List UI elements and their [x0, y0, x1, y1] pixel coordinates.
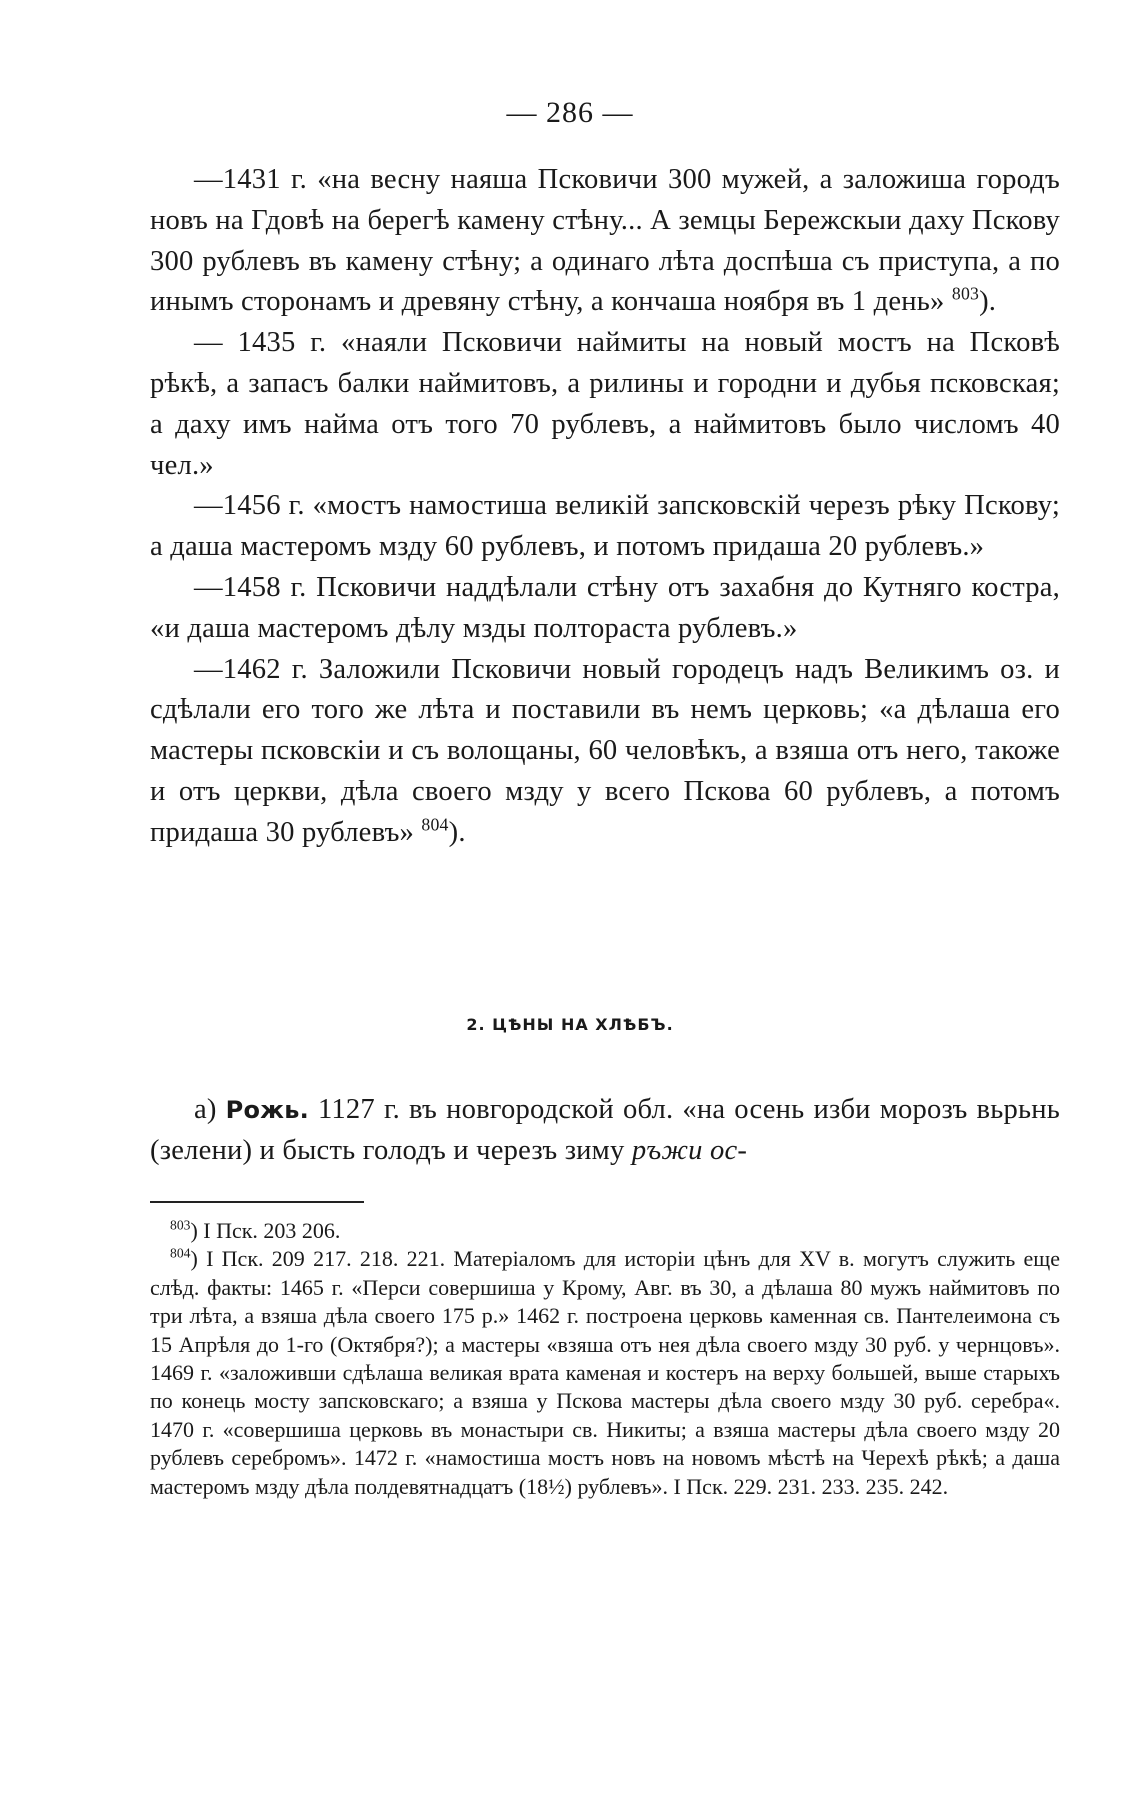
entry-1435: — 1435 г. «наяли Псковичи наймиты на новый мостъ на Псковѣ рѣкѣ, а запасъ балки наймитовъ, а рилины и городни и дубья псковская; а даху имъ найма отъ того 70 рублевъ, а наймитовъ было числомъ 40 чел.» — [150, 327, 1060, 481]
page-number: — 286 — — [506, 96, 634, 129]
section-heading: 2. ЦѢНЫ НА ХЛѢБЪ. — [466, 1015, 674, 1034]
footnotes — [150, 1217, 1060, 1501]
entry-1458: —1458 г. Псковичи наддѣлали стѣну отъ захабня до Кутняго костра, «и даша мастеромъ дѣлу мзды полтораста рублевъ.» — [150, 571, 1060, 644]
footnote-marker: 804 — [170, 1246, 191, 1262]
footnote-803: $^{803}$) I Пск. 203 206. — [170, 1217, 341, 1243]
entry-1456: —1456 г. «мостъ намостиша великій запсковскій черезъ рѣку Пскову; а даша мастеромъ мзду 60 рублевъ, и потомъ придаша 20 рублевъ.» — [150, 490, 1060, 563]
rye-section — [150, 1090, 1060, 1172]
entry-1462: —1462 г. Заложили Псковичи новый городецъ надъ Великимъ оз. и сдѣлали его того же лѣта и поставили въ немъ церковь; «а дѣлаша его мастеры псковскіи и съ волощаны, 60 человѣкъ, а взяша отъ него, такоже и отъ церкви, дѣла своего мзду у всего Пскова 60 рублевъ, а потомъ придаша 30 рублевъ» $^{804}$). — [150, 653, 1060, 848]
chronicle-entries — [150, 160, 1060, 854]
rye-text: 1127 г. въ новгородской обл. «на осень изби морозъ вьрьнь (зелени) и бысть голодъ и черезъ зиму — [150, 1094, 1060, 1166]
footnote-marker: 803 — [170, 1217, 191, 1233]
footnote-ref-803[interactable]: 803 — [951, 283, 980, 304]
footnote-ref-804[interactable]: 804 — [421, 814, 449, 835]
footnote-divider — [150, 1201, 364, 1203]
rye-italic-text: ръжи ос- — [631, 1134, 748, 1166]
item-label: а) — [194, 1094, 217, 1125]
rye-term: Рожь. — [225, 1096, 309, 1124]
rye-paragraph — [150, 1090, 1060, 1172]
footnote-804: $^{804}$) I Пск. 209 217. 218. 221. Матеріаломъ для исторіи цѣнъ для XV в. могутъ служить еще слѣд. факты: 1465 г. «Перси совершиша у Крому, Авг. въ 30, а дѣлаша 80 мужъ наймитовъ по три лѣта, а взяша дѣла своего 175 р.» 1462 г. построена церковь каменная св. Пантелеимона съ 15 Апрѣля до 1-го (Октября?); а мастеры «взяша отъ нея дѣла своего мзду 30 руб. у чернцовъ». 1469 г. «заложивши сдѣлаша великая врата каменая и костеръ на верху большей, выше старыхъ по конець мосту запсковскаго; а взяша у Пскова мастеры дѣла своего мзду 30 руб. серебра«. 1470 г. «совершиша церковь въ монастыри св. Никиты; а взяша мастеры дѣла своего мзду 20 рублевъ серебромъ». 1472 г. «намостиша мостъ новъ на новомъ мѣстѣ на Черехѣ рѣкѣ; а даша мастеромъ мзду дѣла полдевятнадцатъ (18½) рублевъ». I Пск. 229. 231. 233. 235. 242. — [150, 1246, 1060, 1499]
entry-1431: —1431 г. «на весну наяша Псковичи 300 мужей, а заложиша городъ новъ на Гдовѣ на берегѣ камену стѣну... А земцы Бережскыи даху Пскову 300 рублевъ въ камену стѣну; а одинаго лѣта доспѣша съ приступа, а по инымъ сторонамъ и древяну стѣну, а кончаша ноября въ 1 день» $^{803}$). — [150, 164, 1060, 318]
